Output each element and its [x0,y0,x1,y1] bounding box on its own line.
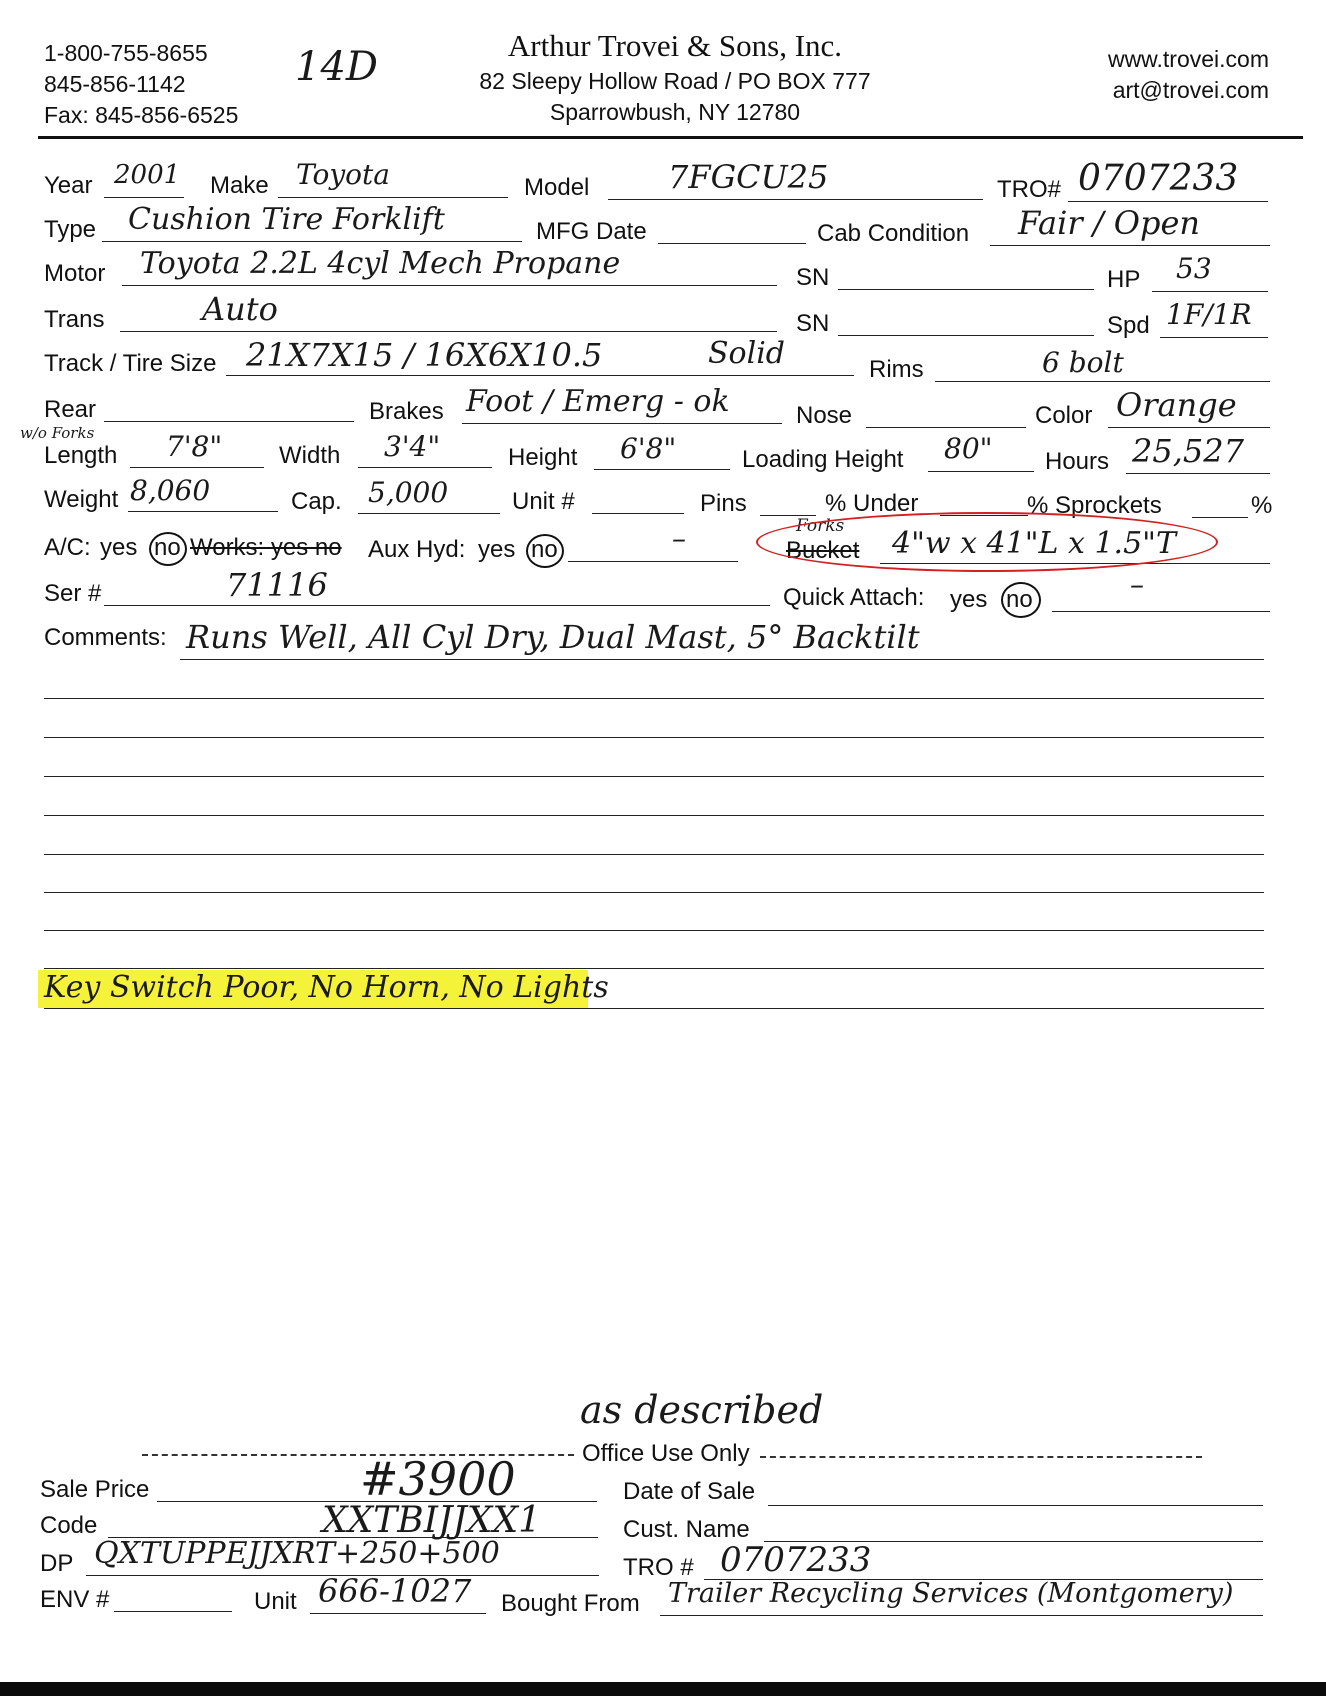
color-line [1108,427,1270,428]
comments-label: Comments: [44,624,167,651]
sn2-label: SN [796,310,830,337]
brakes-line [462,423,782,424]
header-divider [38,136,1303,139]
hours-value: 25,527 [1132,432,1244,470]
color-value: Orange [1116,386,1237,424]
motor-line [122,285,777,286]
company-phone-block [44,38,238,131]
make-value: Toyota [296,158,390,191]
quick-attach-no-circle [1001,582,1041,618]
hp-label: HP [1107,266,1141,293]
year-label: Year [44,172,93,199]
address-line-1: 82 Sleepy Hollow Road / PO BOX 777 [479,68,871,94]
loading-height-value: 80" [944,432,993,465]
quick-attach-line [1052,611,1270,612]
trans-line [120,331,777,332]
as-described-note: as described [580,1388,824,1432]
unit-office-label: Unit [254,1588,297,1615]
forks-dimensions: 4"w x 41"L x 1.5"T [892,526,1176,561]
width-line [358,467,492,468]
comment-line-8 [44,930,1264,931]
aux-hyd-no: no [531,536,558,563]
cab-condition-label: Cab Condition [817,220,970,247]
comment-line-6 [44,854,1264,855]
comment-line-7 [44,892,1264,893]
tro-office-value: 0707233 [720,1540,872,1580]
comment-line-1 [180,659,1264,660]
hours-label: Hours [1045,448,1110,475]
type-line [102,241,522,242]
cap-value: 5,000 [368,476,449,509]
sale-price-label: Sale Price [40,1476,150,1503]
comment-line-3 [44,737,1264,738]
model-value: 7FGCU25 [668,158,829,196]
company-contact-web [1108,44,1269,106]
cust-name-label: Cust. Name [623,1516,750,1543]
rims-value: 6 bolt [1042,346,1124,379]
bucket-label: Bucket [786,537,860,564]
ac-no: no [154,534,181,561]
env-label: ENV # [40,1586,110,1613]
tro-label: TRO# [997,176,1062,203]
aux-hyd-no-circle [526,534,564,568]
sale-price-value: #3900 [360,1452,516,1506]
tro-value: 0707233 [1078,158,1239,199]
env-line [114,1611,232,1612]
pct-sprockets-unit: % [1251,492,1273,519]
pct-sprockets-label: % Sprockets [1027,492,1162,519]
ser-label: Ser # [44,580,102,607]
highlighted-note: Key Switch Poor, No Horn, No Lights [44,970,609,1005]
cap-line [358,513,500,514]
mfg-date-line [658,243,806,244]
sn-label: SN [796,264,830,291]
type-value: Cushion Tire Forklift [128,202,445,237]
dp-value: QXTUPPEJJXRT+250+500 [94,1536,500,1571]
fax-number: Fax: 845-856-6525 [44,102,239,128]
cap-label: Cap. [291,488,342,515]
ac-label: A/C: [44,534,91,561]
unit-line [592,513,684,514]
comment-line-5 [44,815,1264,816]
weight-line [128,511,278,512]
email: art@trovei.com [1112,77,1269,103]
loading-height-line [928,471,1034,472]
type-label: Type [44,216,97,243]
office-dash-right [760,1456,1202,1458]
mfg-date-label: MFG Date [536,218,647,245]
quick-attach-yes: yes [950,586,988,613]
year-value: 2001 [114,160,181,190]
width-label: Width [279,442,341,469]
spd-label: Spd [1107,312,1150,339]
bought-from-value: Trailer Recycling Services (Montgomery) [668,1578,1234,1609]
nose-label: Nose [796,402,853,429]
website: www.trovei.com [1107,46,1269,72]
date-of-sale-label: Date of Sale [623,1478,756,1505]
make-label: Make [210,172,269,199]
aux-hyd-dash: – [672,522,686,555]
nose-line [866,427,1026,428]
track-tire-label: Track / Tire Size [44,350,217,377]
spd-line [1160,337,1268,338]
width-value: 3'4" [384,430,441,463]
works-label: Works: yes no [190,534,342,561]
sn-line [838,289,1094,290]
rear-label: Rear [44,396,97,423]
comment-line-9 [44,968,1264,969]
brakes-value: Foot / Emerg - ok [466,384,730,419]
comments-value: Runs Well, All Cyl Dry, Dual Mast, 5° Backtilt [186,618,920,656]
rims-label: Rims [869,356,924,383]
loading-height-label: Loading Height [742,446,904,473]
height-value: 6'8" [620,432,677,465]
cab-condition-value: Fair / Open [1018,204,1201,242]
motor-label: Motor [44,260,106,287]
rims-line [935,381,1270,382]
phone-toll-free: 1-800-755-8655 [44,40,208,66]
scan-edge-bar [0,1682,1326,1696]
ac-yes: yes [100,534,138,561]
ser-value: 71116 [226,566,328,604]
unit-office-line [310,1613,486,1614]
tro-office-label: TRO # [623,1554,694,1581]
quick-attach-label: Quick Attach: [783,584,925,611]
color-label: Color [1035,402,1093,429]
weight-label: Weight [44,486,119,513]
quick-attach-dash: – [1130,568,1144,601]
bought-from-line [660,1615,1263,1616]
motor-value: Toyota 2.2L 4cyl Mech Propane [140,246,621,281]
tro-line [1068,201,1268,202]
hp-line [1152,291,1268,292]
year-line [104,197,184,198]
unit-office-value: 666-1027 [318,1572,472,1610]
date-of-sale-line [768,1505,1263,1506]
aux-hyd-line [568,561,738,562]
track-tire-line [226,375,854,376]
length-label: Length [44,442,118,469]
unit-label: Unit # [512,488,575,515]
hp-value: 53 [1176,252,1212,285]
pct-sprockets-line [1192,517,1248,518]
aux-hyd-label: Aux Hyd: [368,536,466,563]
address-line-2: Sparrowbush, NY 12780 [549,99,801,125]
track-tire-note: Solid [708,336,786,371]
trans-value: Auto [202,290,278,328]
company-header [420,26,930,128]
ser-line [104,605,770,606]
bought-from-label: Bought From [501,1590,640,1617]
quick-attach-no: no [1006,586,1033,613]
forks-note: Forks [796,516,845,536]
ac-no-circle [149,532,187,566]
track-tire-value: 21X7X15 / 16X6X10.5 [246,336,603,374]
pct-under-label: % Under [825,490,919,517]
office-use-heading: Office Use Only [582,1440,750,1467]
weight-value: 8,060 [130,474,211,507]
length-value: 7'8" [166,430,223,463]
hours-line [1126,473,1270,474]
comment-line-2 [44,698,1264,699]
model-line [608,199,983,200]
height-label: Height [508,444,578,471]
red-circle-annotation [756,512,1218,572]
height-line [594,469,730,470]
length-note: w/o Forks [20,424,95,442]
length-line [130,467,264,468]
cab-condition-line [990,245,1270,246]
trans-label: Trans [44,306,105,333]
code-label: Code [40,1512,98,1539]
comment-line-4 [44,776,1264,777]
aux-hyd-yes: yes [478,536,516,563]
model-label: Model [524,174,590,201]
spd-value: 1F/1R [1166,298,1252,331]
company-name: Arthur Trovei & Sons, Inc. [507,28,843,63]
handwritten-code: 14D [295,44,378,90]
make-line [278,197,508,198]
dp-label: DP [40,1550,74,1577]
sn2-line [838,335,1094,336]
code-value: XXTBIJJXX1 [322,1500,541,1541]
rear-line [104,421,354,422]
comment-line-10 [44,1008,1264,1009]
pins-label: Pins [700,490,747,517]
brakes-label: Brakes [369,398,444,425]
phone-local: 845-856-1142 [44,71,186,97]
